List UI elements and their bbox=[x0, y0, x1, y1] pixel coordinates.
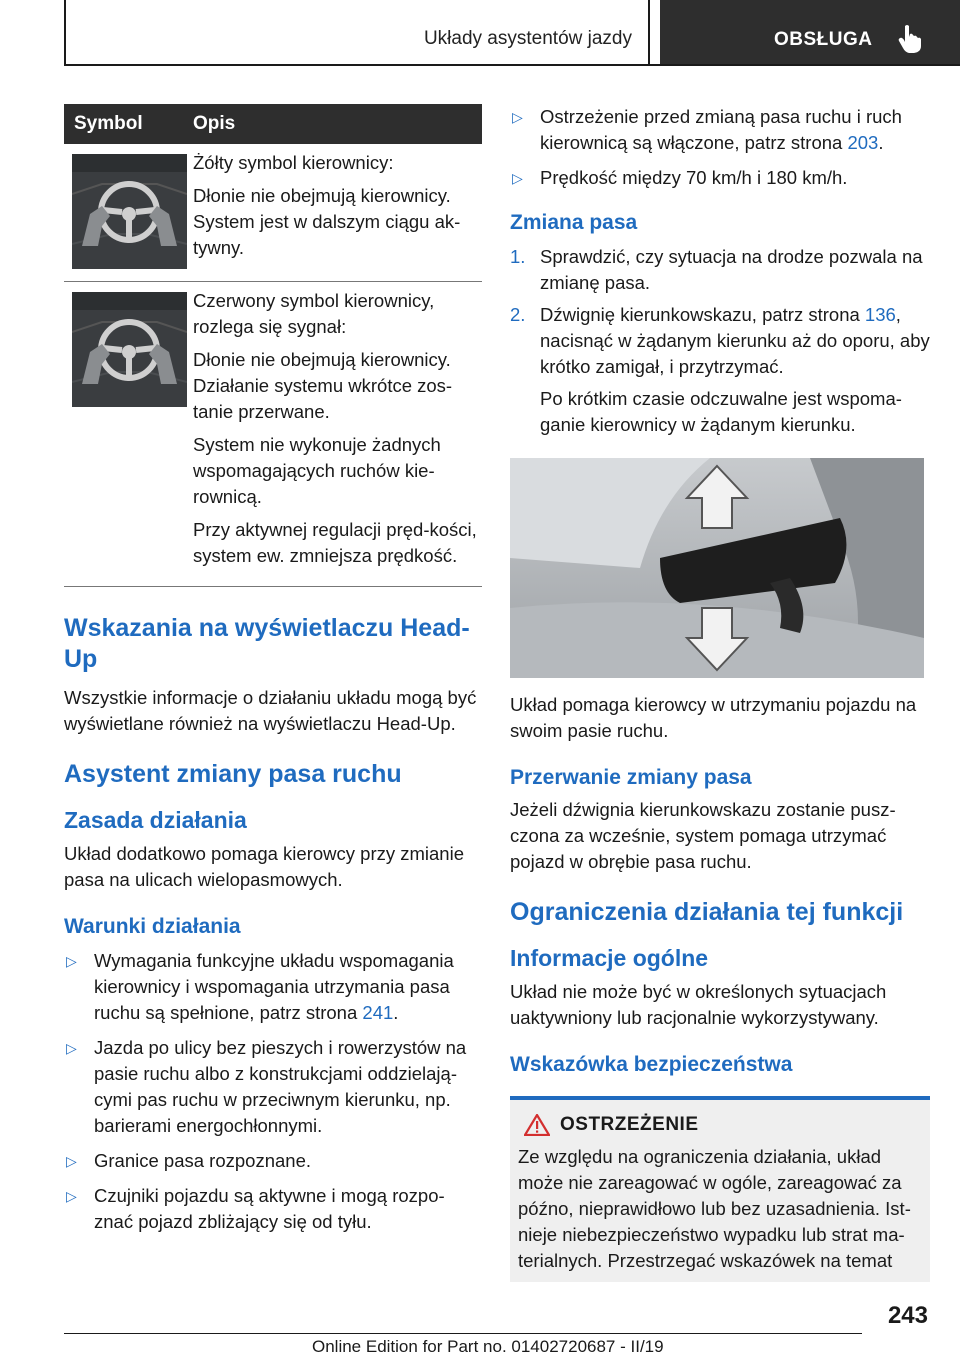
page-link[interactable]: 241 bbox=[362, 1002, 394, 1023]
table-header-desc: Opis bbox=[187, 104, 482, 144]
steering-wheel-hands-icon bbox=[72, 154, 187, 269]
list-item: ▷ Jazda po ulicy bez pieszych i rowerzystów na pasie ruchu albo z konstrukcjami oddzielają-cymi pas ruchu w przeciwnym kierunku, np. barierami energochłonnymi. bbox=[66, 1037, 467, 1136]
right-column bbox=[510, 104, 930, 1282]
table-row bbox=[64, 144, 482, 282]
table-header-symbol: Symbol bbox=[64, 104, 187, 144]
list-item: 2. Dźwignię kierunkowskazu, patrz strona 136, nacisnąć w żądanym kierunku aż do oporu, aby krótko zamigał, i przytrzymać. bbox=[510, 304, 930, 377]
footer-edition: Online Edition for Part no. 01402720687 - II/19 bbox=[312, 1337, 664, 1356]
footer-rule bbox=[64, 1333, 862, 1334]
row1-desc-1: Żółty symbol kierownicy: bbox=[193, 152, 394, 173]
table-row bbox=[64, 282, 482, 587]
hud-heading: Wskazania na wyświetlaczu Head-Up bbox=[64, 614, 470, 673]
conditions-list bbox=[64, 948, 482, 1235]
general-heading: Informacje ogólne bbox=[510, 945, 709, 971]
page-link[interactable]: 203 bbox=[847, 132, 879, 153]
list-item: ▷ Wymagania funkcyjne układu wspomagania kierownicy i wspomagania utrzymania pasa ruchu są spełnione, patrz strona 241. bbox=[66, 950, 454, 1023]
step-note: Po krótkim czasie odczuwalne jest wspoma-ganie kierownicy w żądanym kierunku. bbox=[540, 388, 902, 435]
photo-caption: Układ pomaga kierowcy w utrzymaniu pojazdu na swoim pasie ruchu. bbox=[510, 694, 917, 741]
limits-heading: Ograniczenia działania tej funkcji bbox=[510, 898, 904, 926]
list-item: ▷ Ostrzeżenie przed zmianą pasa ruchu i ruch kierownicą są włączone, patrz strona 203. bbox=[512, 106, 902, 153]
left-column bbox=[64, 104, 482, 1244]
interrupt-text: Jeżeli dźwignia kierunkowskazu zostanie pusz-czona za wcześnie, system pomaga utrzymać pojazd w obrębie pasa ruchu. bbox=[510, 799, 896, 872]
header-chapter-box bbox=[64, 0, 650, 64]
header-rule bbox=[64, 64, 960, 66]
triangle-bullet-icon: ▷ bbox=[66, 953, 77, 969]
triangle-bullet-icon: ▷ bbox=[66, 1188, 77, 1204]
warning-box bbox=[510, 1096, 930, 1282]
turn-signal-lever-photo bbox=[510, 458, 924, 678]
steering-wheel-hands-icon bbox=[72, 292, 187, 407]
symbol-table bbox=[64, 104, 482, 587]
row2-desc-1: Czerwony symbol kierownicy, rozlega się sygnał: bbox=[193, 290, 435, 337]
steps-list bbox=[510, 244, 930, 380]
header-section-box bbox=[660, 0, 960, 64]
row2-desc-3: System nie wykonuje żadnych wspomagających ruchów kie-rownicą. bbox=[193, 434, 441, 507]
safety-heading: Wskazówka bezpieczeństwa bbox=[510, 1053, 793, 1076]
warning-text: Ze względu na ograniczenia działania, układ może nie zareagować w ogóle, zareagować za późno, nieprawidłowo lub bez uzasadnienia. Ist-nieje niebezpieczeństwo wypadku lub strat ma-terialnych. Przestrzegać wskazówek na temat bbox=[518, 1146, 911, 1271]
hud-text: Wszystkie informacje o działaniu układu mogą być wyświetlane również na wyświetlaczu Head-Up. bbox=[64, 687, 477, 734]
triangle-bullet-icon: ▷ bbox=[66, 1153, 77, 1169]
triangle-bullet-icon: ▷ bbox=[512, 170, 523, 186]
list-item: ▷ Granice pasa rozpoznane. bbox=[64, 1148, 482, 1174]
triangle-bullet-icon: ▷ bbox=[512, 109, 523, 125]
interrupt-heading: Przerwanie zmiany pasa bbox=[510, 766, 752, 789]
conditions-heading: Warunki działania bbox=[64, 915, 241, 938]
assistant-heading: Asystent zmiany pasa ruchu bbox=[64, 760, 402, 788]
warning-header bbox=[524, 1114, 920, 1136]
principle-heading: Zasada działania bbox=[64, 807, 247, 833]
row2-desc-2: Dłonie nie obejmują kierownicy. Działanie systemu wkrótce zos-tanie przerwane. bbox=[193, 349, 453, 422]
warning-title: OSTRZEŻENIE bbox=[560, 1114, 699, 1135]
list-item: ▷ Czujniki pojazdu są aktywne i mogą rozpo-znać pojazd zbliżający się od tyłu. bbox=[66, 1185, 445, 1232]
list-item: 1. Sprawdzić, czy sytuacja na drodze pozwala na zmianę pasa. bbox=[510, 246, 923, 293]
row2-desc-4: Przy aktywnej regulacji pręd-kości, system ew. zmniejsza prędkość. bbox=[193, 519, 477, 566]
warning-triangle-icon bbox=[524, 1114, 550, 1136]
change-heading: Zmiana pasa bbox=[510, 211, 638, 234]
conditions-list-cont bbox=[510, 104, 930, 191]
row1-desc-2: Dłonie nie obejmują kierownicy. System jest w dalszym ciągu ak-tywny. bbox=[193, 185, 461, 258]
pointing-hand-icon bbox=[896, 24, 924, 54]
general-text: Układ nie może być w określonych sytuacjach uaktywniony lub racjonalnie wykorzystywany. bbox=[510, 981, 887, 1028]
list-item: ▷ Prędkość między 70 km/h i 180 km/h. bbox=[510, 165, 930, 191]
page-link[interactable]: 136 bbox=[864, 304, 896, 325]
triangle-bullet-icon: ▷ bbox=[66, 1040, 77, 1056]
chapter-title: Układy asystentów jazdy bbox=[423, 28, 632, 49]
page-number: 243 bbox=[887, 1302, 928, 1329]
principle-text: Układ dodatkowo pomaga kierowcy przy zmianie pasa na ulicach wielopasmowych. bbox=[64, 843, 464, 890]
section-label: OBSŁUGA bbox=[774, 29, 873, 50]
